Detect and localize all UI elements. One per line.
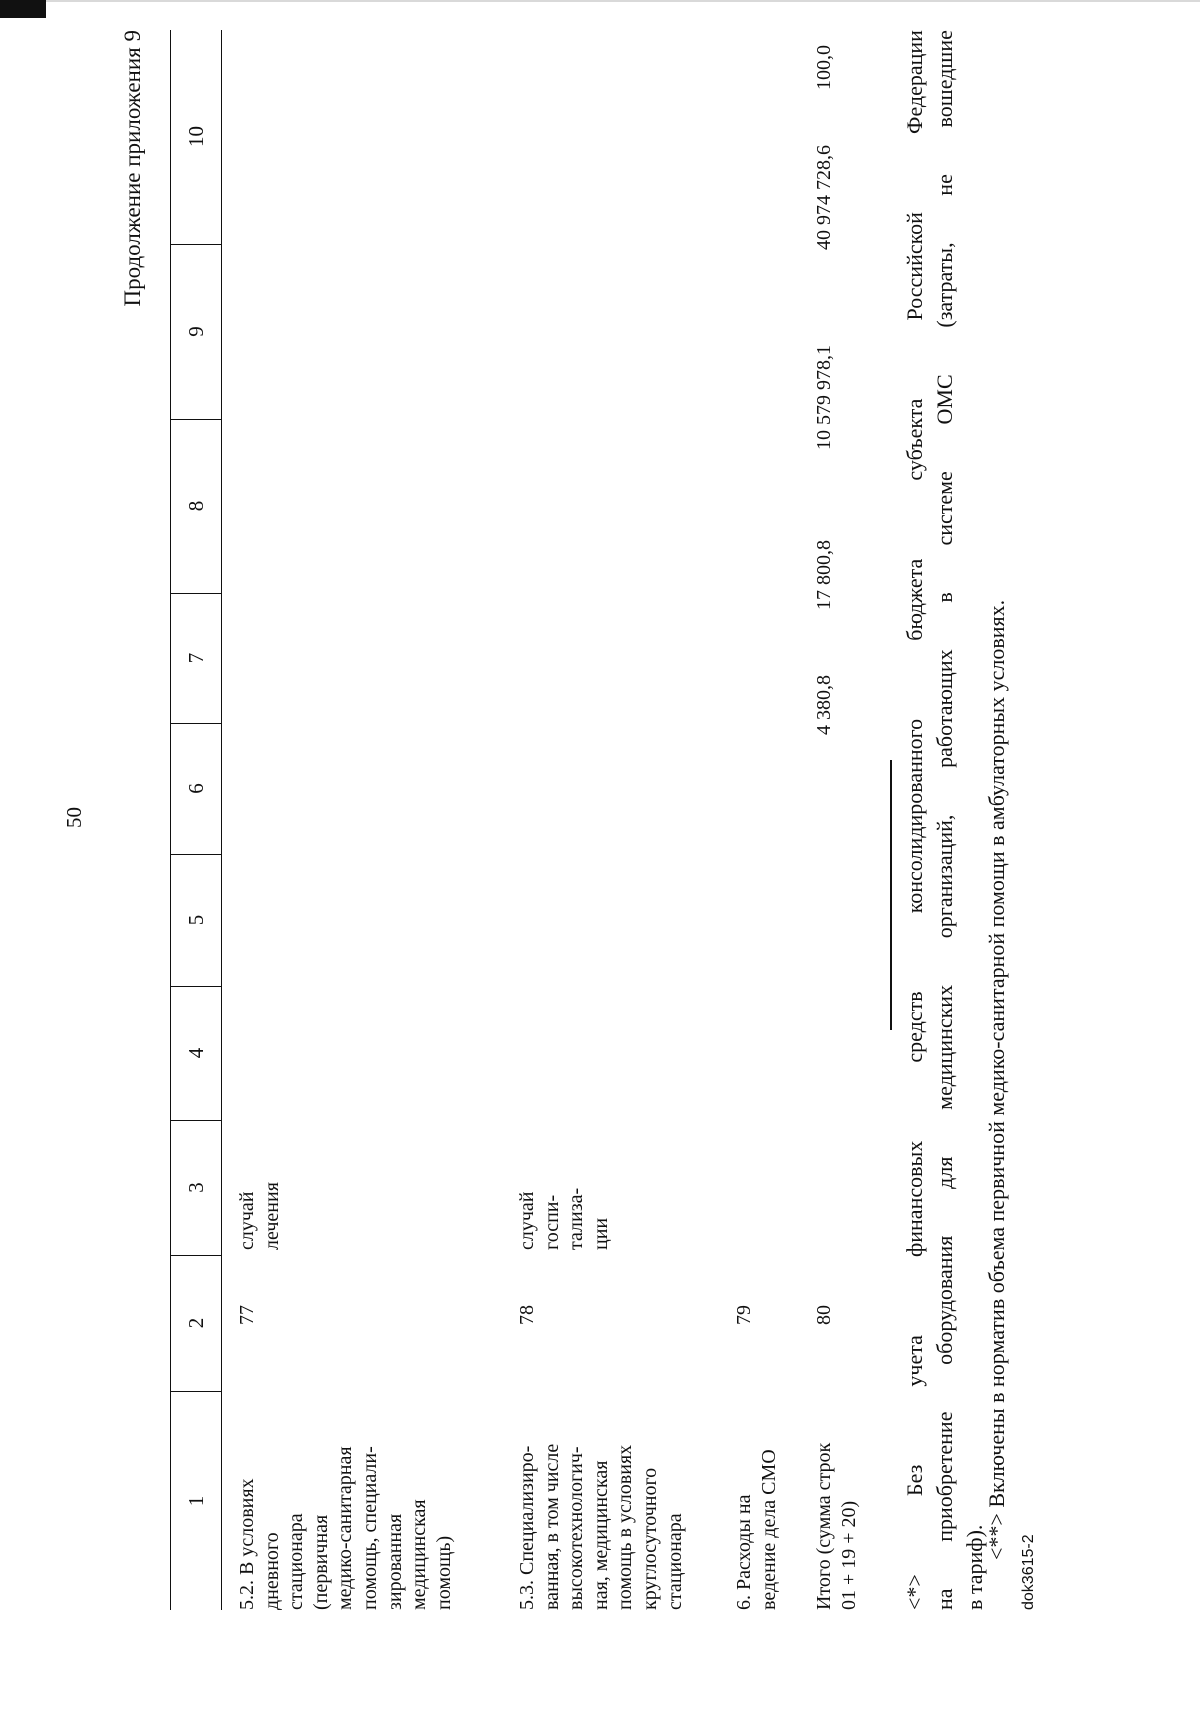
column-header: 6 [171, 723, 221, 855]
total-col8: 10 579 978,1 [813, 345, 835, 450]
row-name: 6. Расходы на ведение дела СМО [733, 1449, 780, 1610]
continuation-title: Продолжение приложения 9 [120, 30, 145, 307]
footnote-1-continued: на приобретение оборудования для медицинских организаций, работающих в системе ОМС (затраты, не вошедшие [932, 30, 957, 1610]
row-line-number: 78 [516, 1305, 538, 1325]
page-number: 50 [62, 807, 86, 828]
row-name: 5.3. Специализиро- ванная, в том числе высокотехнологич- ная, медицинская помощь в условиях круглосуточного стационара [516, 1443, 686, 1610]
column-header: 10 [171, 29, 221, 245]
total-col6: 4 380,8 [813, 675, 835, 735]
column-header: 2 [171, 1255, 221, 1392]
row-line-number: 80 [813, 1305, 835, 1325]
total-col7: 17 800,8 [813, 540, 835, 610]
document-code: dok3615-2 [1020, 1534, 1037, 1610]
total-col10: 100,0 [813, 45, 835, 90]
column-header: 9 [171, 244, 221, 420]
column-header: 1 [183, 1495, 208, 1507]
column-header: 7 [171, 593, 221, 724]
table-header-row [170, 30, 222, 1610]
column-header: 4 [171, 986, 221, 1121]
row-line-number: 77 [236, 1305, 258, 1325]
row-name: 5.2. В условиях дневного стационара (первичная медико-санитарная помощь, специали- зированная медицинская помощь) [236, 1446, 455, 1610]
row-unit: случай госпи- тализа- ции [516, 1187, 612, 1250]
scan-corner-mark [0, 0, 46, 18]
footnote-1-end: в тариф). [962, 1524, 987, 1610]
scan-top-edge [0, 0, 1200, 2]
footnote-2: <**> Включены в норматив объема первичной медико-санитарной помощи в амбулаторных условиях. [984, 599, 1009, 1560]
column-header: 8 [171, 419, 221, 594]
total-col9: 40 974 728,6 [813, 145, 835, 250]
footnote-1: <*> Без учета финансовых средств консолидированного бюджета субъекта Российской Федерации [902, 30, 927, 1610]
footnote-rule [890, 760, 892, 1030]
row-unit: случай лечения [236, 1182, 283, 1250]
row-name: Итого (сумма строк 01 + 19 + 20) [813, 1442, 860, 1610]
column-header: 5 [171, 854, 221, 987]
column-header: 3 [171, 1120, 221, 1256]
rotated-sheet [120, 30, 1160, 1650]
row-line-number: 79 [733, 1305, 755, 1325]
